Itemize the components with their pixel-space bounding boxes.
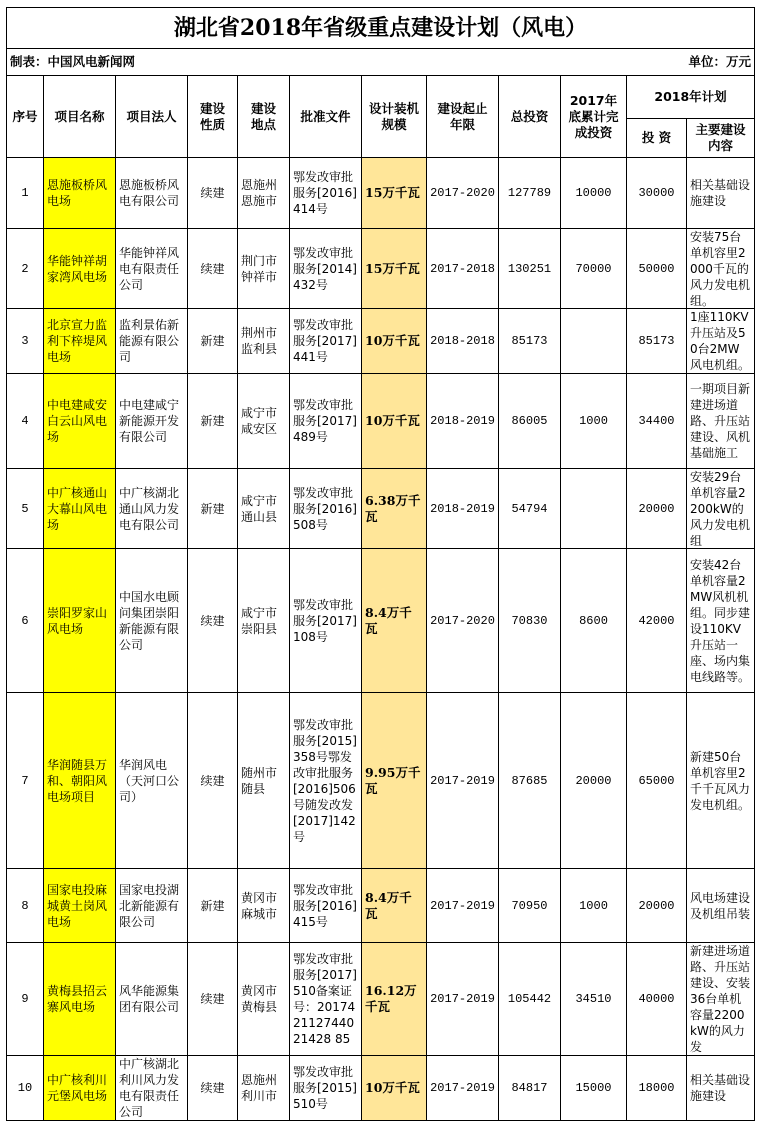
cell-text-name: 中广核通山大幕山风电场	[47, 485, 108, 532]
cell-owner	[116, 869, 188, 943]
subtitle-row	[7, 49, 755, 76]
cell-name	[44, 1056, 116, 1121]
cell-capacity	[362, 943, 427, 1056]
cell-no	[7, 549, 44, 693]
cell-text-capacity: 6.38万千瓦	[365, 492, 421, 524]
cell-no	[7, 374, 44, 469]
header-name: 项目名称	[44, 76, 116, 158]
cell-text-no: 5	[21, 501, 29, 516]
cell-text-period: 2017-2019	[430, 773, 495, 788]
cell-text-name: 北京宣力监利下梓堤风电场	[47, 318, 108, 364]
header-nature: 建设性质	[188, 76, 238, 158]
cell-text-approval: 鄂发改审批服务[2015]510号	[293, 1065, 357, 1111]
table-maker: 制表：中国风电新闻网	[10, 54, 136, 69]
cell-name	[44, 469, 116, 549]
table-row	[7, 309, 755, 374]
cell-text-invest: 20000	[638, 898, 675, 913]
cell-text-invest: 18000	[638, 1081, 675, 1095]
cell-no	[7, 943, 44, 1056]
cell-text-no: 3	[21, 334, 29, 348]
wind-power-plan-table	[6, 7, 755, 1121]
cell-text-name: 华润随县万和、朝阳风电场项目	[47, 757, 108, 804]
cell-text-content: 安装29台单机容量2200kW的风力发电机组	[690, 469, 751, 548]
table-row	[7, 469, 755, 549]
cell-text-done2017: 10000	[575, 186, 612, 200]
cell-text-content: 新建50台单机容里2千千瓦风力发电机组。	[690, 749, 751, 812]
cell-name	[44, 158, 116, 229]
cell-text-location: 荆门市钟祥市	[241, 253, 278, 284]
cell-text-location: 随州市随县	[241, 765, 278, 796]
cell-text-location: 咸宁市崇阳县	[241, 605, 278, 636]
cell-text-location: 恩施州恩施市	[241, 178, 278, 208]
header-capacity: 设计装机规模	[362, 76, 427, 158]
header-invest: 投 资	[627, 119, 687, 158]
cell-capacity	[362, 693, 427, 869]
cell-approval	[290, 309, 362, 374]
cell-content	[687, 869, 755, 943]
cell-text-done2017: 34510	[575, 992, 612, 1006]
cell-text-no: 7	[21, 773, 29, 788]
cell-location	[238, 229, 290, 309]
cell-done2017	[561, 549, 627, 693]
header-approval: 批准文件	[290, 76, 362, 158]
cell-nature	[188, 943, 238, 1056]
cell-text-name: 黄梅县招云寨风电场	[47, 984, 108, 1014]
cell-location	[238, 869, 290, 943]
cell-content	[687, 943, 755, 1056]
cell-text-nature: 新建	[200, 898, 225, 913]
cell-text-invest: 40000	[638, 992, 675, 1006]
cell-text-invest: 42000	[638, 613, 675, 628]
cell-approval	[290, 869, 362, 943]
cell-location	[238, 943, 290, 1056]
cell-text-no: 9	[21, 992, 29, 1006]
cell-capacity	[362, 469, 427, 549]
cell-text-period: 2017-2018	[430, 261, 495, 276]
cell-text-total: 84817	[511, 1081, 548, 1095]
cell-invest	[627, 374, 687, 469]
cell-content	[687, 1056, 755, 1121]
cell-text-approval: 鄂发改审批服务[2016]415号	[293, 882, 357, 929]
table-row	[7, 869, 755, 943]
cell-text-capacity: 9.95万千瓦	[365, 764, 421, 796]
table-row	[7, 158, 755, 229]
cell-text-approval: 鄂发改审批服务[2016]414号	[293, 170, 357, 216]
plan-table-container	[6, 7, 754, 1121]
cell-period	[427, 469, 499, 549]
cell-text-invest: 30000	[638, 186, 675, 200]
cell-text-content: 相关基础设施建设	[690, 1073, 751, 1103]
cell-approval	[290, 693, 362, 869]
cell-owner	[116, 469, 188, 549]
cell-approval	[290, 1056, 362, 1121]
cell-capacity	[362, 158, 427, 229]
cell-no	[7, 869, 44, 943]
cell-nature	[188, 158, 238, 229]
cell-text-no: 8	[21, 898, 29, 913]
cell-nature	[188, 1056, 238, 1121]
cell-text-period: 2018-2019	[430, 414, 495, 428]
cell-text-capacity: 16.12万千瓦	[365, 983, 417, 1014]
cell-location	[238, 374, 290, 469]
cell-capacity	[362, 1056, 427, 1121]
cell-text-approval: 鄂发改审批服务[2014]432号	[293, 245, 357, 292]
table-row	[7, 549, 755, 693]
cell-text-no: 4	[21, 414, 29, 428]
cell-capacity	[362, 229, 427, 309]
cell-text-approval: 鄂发改审批服务[2017]489号	[293, 398, 357, 444]
cell-invest	[627, 1056, 687, 1121]
cell-location	[238, 158, 290, 229]
cell-text-nature: 新建	[200, 414, 225, 428]
cell-text-done2017	[561, 469, 626, 548]
cell-content	[687, 158, 755, 229]
cell-text-total: 105442	[507, 992, 552, 1006]
cell-nature	[188, 549, 238, 693]
cell-text-invest: 50000	[638, 261, 675, 276]
cell-invest	[627, 943, 687, 1056]
cell-text-done2017: 15000	[575, 1081, 612, 1095]
cell-text-name: 国家电投麻城黄土岗风电场	[47, 882, 108, 929]
cell-text-capacity: 8.4万千瓦	[365, 889, 412, 921]
cell-text-owner: 恩施板桥风电有限公司	[119, 178, 180, 208]
table-row	[7, 1056, 755, 1121]
cell-name	[44, 374, 116, 469]
cell-text-no: 10	[17, 1081, 33, 1095]
cell-text-total: 85173	[511, 334, 548, 348]
cell-text-total: 70830	[511, 613, 548, 628]
cell-approval	[290, 229, 362, 309]
cell-period	[427, 1056, 499, 1121]
cell-approval	[290, 469, 362, 549]
cell-text-content: 一期项目新建进场道路、升压站建设、风机基础施工	[690, 382, 751, 460]
cell-nature	[188, 229, 238, 309]
header-done2017: 2017年底累计完成投资	[561, 76, 627, 158]
cell-text-done2017: 20000	[575, 773, 612, 788]
cell-name	[44, 869, 116, 943]
cell-text-content: 相关基础设施建设	[690, 178, 751, 208]
cell-invest	[627, 229, 687, 309]
cell-total	[499, 309, 561, 374]
cell-text-no: 2	[21, 261, 29, 276]
cell-no	[7, 158, 44, 229]
cell-approval	[290, 549, 362, 693]
cell-capacity	[362, 309, 427, 374]
cell-text-owner: 中国水电顾问集团崇阳新能源有限公司	[119, 589, 180, 652]
cell-name	[44, 309, 116, 374]
cell-text-nature: 续建	[200, 992, 225, 1006]
cell-total	[499, 869, 561, 943]
cell-text-location: 咸宁市咸安区	[241, 406, 278, 436]
cell-total	[499, 158, 561, 229]
cell-text-owner: 中电建咸宁新能源开发有限公司	[119, 398, 180, 444]
cell-text-name: 中电建咸安白云山风电场	[47, 398, 108, 444]
cell-invest	[627, 309, 687, 374]
cell-no	[7, 693, 44, 869]
cell-text-capacity: 10万千瓦	[365, 1080, 420, 1095]
cell-name	[44, 693, 116, 869]
cell-text-approval: 鄂发改审批服务[2017]510备案证号：201742112744021428 85	[293, 952, 357, 1046]
cell-text-nature: 新建	[200, 501, 225, 516]
header-content: 主要建设内容	[687, 119, 755, 158]
cell-text-nature: 续建	[200, 261, 225, 276]
cell-text-done2017: 8600	[579, 613, 608, 628]
cell-text-total: 127789	[507, 186, 552, 200]
cell-done2017	[561, 869, 627, 943]
cell-period	[427, 549, 499, 693]
cell-invest	[627, 549, 687, 693]
cell-text-content: 安装75台单机容里2000千瓦的风力发电机组。	[690, 229, 751, 308]
cell-period	[427, 869, 499, 943]
cell-capacity	[362, 549, 427, 693]
cell-period	[427, 229, 499, 309]
cell-name	[44, 943, 116, 1056]
page-title: 湖北省2018年省级重点建设计划（风电）	[7, 8, 755, 49]
cell-capacity	[362, 869, 427, 943]
cell-owner	[116, 1056, 188, 1121]
cell-approval	[290, 374, 362, 469]
table-row	[7, 693, 755, 869]
cell-text-owner: 中广核湖北利川风力发电有限责任公司	[119, 1057, 180, 1119]
cell-period	[427, 943, 499, 1056]
cell-owner	[116, 693, 188, 869]
cell-owner	[116, 309, 188, 374]
cell-owner	[116, 549, 188, 693]
cell-location	[238, 309, 290, 374]
cell-text-approval: 鄂发改审批服务[2017]108号	[293, 597, 357, 644]
cell-text-approval: 鄂发改审批服务[2016]508号	[293, 485, 357, 532]
cell-text-nature: 续建	[200, 1081, 225, 1095]
cell-total	[499, 229, 561, 309]
cell-total	[499, 1056, 561, 1121]
cell-text-period: 2017-2020	[430, 613, 495, 628]
cell-text-period: 2017-2019	[430, 992, 495, 1006]
cell-nature	[188, 469, 238, 549]
header-period: 建设起止年限	[427, 76, 499, 158]
cell-text-approval: 鄂发改审批服务[2015]358号鄂发改审批服务[2016]506号随发改发[2017]142号	[293, 717, 357, 844]
cell-text-done2017	[561, 309, 626, 373]
cell-text-owner: 国家电投湖北新能源有限公司	[119, 882, 180, 929]
cell-done2017	[561, 469, 627, 549]
cell-text-invest: 34400	[638, 414, 675, 428]
cell-period	[427, 693, 499, 869]
cell-text-total: 87685	[511, 773, 548, 788]
cell-no	[7, 229, 44, 309]
cell-text-owner: 华能钟祥风电有限责任公司	[119, 245, 180, 292]
cell-text-name: 华能钟祥胡家湾风电场	[47, 253, 108, 284]
cell-total	[499, 943, 561, 1056]
cell-done2017	[561, 693, 627, 869]
cell-text-location: 咸宁市通山县	[241, 493, 278, 524]
cell-text-content: 安装42台单机容量2MW风机机组。同步建设110KV升压站一座、场内集电线路等。	[690, 557, 751, 684]
table-row	[7, 229, 755, 309]
cell-content	[687, 549, 755, 693]
cell-text-location: 恩施州利川市	[241, 1073, 278, 1103]
cell-content	[687, 469, 755, 549]
cell-text-content: 风电场建设及机组吊装	[690, 890, 751, 921]
cell-invest	[627, 693, 687, 869]
cell-no	[7, 309, 44, 374]
unit-label: 单位：万元	[688, 54, 752, 69]
cell-done2017	[561, 943, 627, 1056]
cell-location	[238, 469, 290, 549]
cell-text-period: 2018-2018	[430, 334, 495, 348]
cell-name	[44, 229, 116, 309]
cell-text-nature: 续建	[200, 613, 225, 628]
cell-text-location: 黄冈市麻城市	[241, 890, 278, 921]
cell-text-location: 黄冈市黄梅县	[241, 984, 278, 1014]
cell-text-capacity: 10万千瓦	[365, 333, 420, 348]
cell-text-owner: 中广核湖北通山风力发电有限公司	[119, 485, 180, 532]
cell-text-done2017: 1000	[579, 414, 608, 428]
cell-text-capacity: 10万千瓦	[365, 413, 420, 428]
cell-nature	[188, 869, 238, 943]
cell-invest	[627, 469, 687, 549]
cell-text-done2017: 1000	[579, 898, 608, 913]
cell-done2017	[561, 309, 627, 374]
cell-content	[687, 693, 755, 869]
cell-text-total: 86005	[511, 414, 548, 428]
cell-text-capacity: 15万千瓦	[365, 260, 420, 276]
cell-text-done2017: 70000	[575, 261, 612, 276]
cell-text-capacity: 15万千瓦	[365, 185, 420, 200]
cell-text-period: 2017-2019	[430, 898, 495, 913]
cell-text-invest: 20000	[638, 501, 675, 516]
cell-text-nature: 续建	[200, 186, 225, 200]
table-row	[7, 943, 755, 1056]
cell-text-owner: 华润风电（天河口公司）	[119, 757, 180, 804]
cell-owner	[116, 158, 188, 229]
cell-text-location: 荆州市监利县	[241, 326, 278, 356]
cell-done2017	[561, 229, 627, 309]
cell-text-name: 崇阳罗家山风电场	[47, 605, 108, 636]
cell-period	[427, 374, 499, 469]
cell-text-total: 130251	[507, 261, 552, 276]
header-owner: 项目法人	[116, 76, 188, 158]
cell-location	[238, 1056, 290, 1121]
cell-text-period: 2018-2019	[430, 501, 495, 516]
cell-capacity	[362, 374, 427, 469]
header-location: 建设地点	[238, 76, 290, 158]
cell-text-name: 恩施板桥风电场	[47, 178, 108, 208]
cell-text-name: 中广核利川元堡风电场	[47, 1073, 108, 1103]
cell-location	[238, 549, 290, 693]
cell-approval	[290, 158, 362, 229]
cell-text-nature: 续建	[200, 773, 225, 788]
cell-total	[499, 693, 561, 869]
cell-period	[427, 158, 499, 229]
cell-text-period: 2017-2019	[430, 1081, 495, 1095]
cell-text-invest: 65000	[638, 773, 675, 788]
cell-location	[238, 693, 290, 869]
cell-text-owner: 风华能源集团有限公司	[119, 984, 180, 1014]
cell-nature	[188, 374, 238, 469]
cell-nature	[188, 309, 238, 374]
cell-text-no: 6	[21, 613, 29, 628]
cell-text-content: 1座110KV升压站及50台2MW风电机组。	[690, 310, 751, 372]
cell-text-invest: 85173	[638, 334, 675, 348]
cell-done2017	[561, 374, 627, 469]
cell-no	[7, 469, 44, 549]
cell-no	[7, 1056, 44, 1121]
cell-text-total: 70950	[511, 898, 548, 913]
cell-content	[687, 374, 755, 469]
cell-done2017	[561, 1056, 627, 1121]
cell-total	[499, 469, 561, 549]
cell-text-owner: 监利景佑新能源有限公司	[119, 318, 180, 364]
cell-total	[499, 374, 561, 469]
header-plan2018: 2018年计划	[627, 76, 755, 119]
cell-owner	[116, 229, 188, 309]
cell-done2017	[561, 158, 627, 229]
cell-text-approval: 鄂发改审批服务[2017]441号	[293, 318, 357, 364]
cell-text-no: 1	[21, 186, 29, 200]
cell-total	[499, 549, 561, 693]
cell-text-nature: 新建	[200, 334, 225, 348]
cell-invest	[627, 158, 687, 229]
cell-approval	[290, 943, 362, 1056]
cell-text-total: 54794	[511, 501, 548, 516]
cell-period	[427, 309, 499, 374]
cell-name	[44, 549, 116, 693]
header-total: 总投资	[499, 76, 561, 158]
cell-invest	[627, 869, 687, 943]
cell-owner	[116, 374, 188, 469]
cell-text-period: 2017-2020	[430, 186, 495, 200]
table-row	[7, 374, 755, 469]
cell-owner	[116, 943, 188, 1056]
cell-content	[687, 309, 755, 374]
header-no: 序号	[7, 76, 44, 158]
cell-nature	[188, 693, 238, 869]
cell-content	[687, 229, 755, 309]
cell-text-content: 新建进场道路、升压站建设、安装36台单机容量2200kW的风力发	[690, 944, 751, 1054]
cell-text-capacity: 8.4万千瓦	[365, 604, 412, 636]
